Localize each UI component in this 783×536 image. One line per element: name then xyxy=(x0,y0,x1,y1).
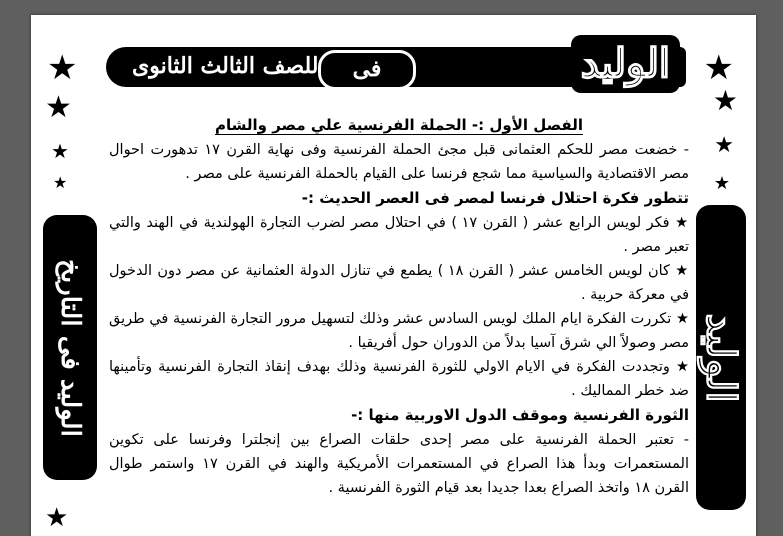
banner-brand: الوليد xyxy=(571,35,680,93)
section-title: الثورة الفرنسية وموقف الدول الاوربية منها :- xyxy=(351,406,689,424)
banner-grade: للصف الثالث الثانوى xyxy=(132,53,319,79)
star-icon: ★ xyxy=(51,139,69,163)
intro-paragraph: - خضعت مصر للحكم العثمانى قبل مجئ الحملة الفرنسية وفى نهاية القرن ١٧ تدهورت احوال مصر الاقتصادية والسياسية مما شجع فرنسا على القيام بالحملة الفرنسية على مصر . xyxy=(109,142,689,182)
star-icon: ★ xyxy=(703,48,734,88)
star-icon: ★ xyxy=(714,133,734,158)
star-icon: ★ xyxy=(45,503,69,533)
star-icon: ★ xyxy=(713,173,730,194)
chapter-title: الفصل الأول :- الحملة الفرنسية علي مصر والشام xyxy=(215,116,583,134)
side-panel-left xyxy=(43,215,97,480)
star-icon: ★ xyxy=(712,84,738,117)
banner-subject-pill: فى التاريخ xyxy=(318,50,416,90)
star-icon: ★ xyxy=(47,48,78,88)
side-panel-left-text: الوليد فى التاريخ xyxy=(55,258,85,437)
title-banner xyxy=(106,40,686,115)
list-item: ★ كان لويس الخامس عشر ( القرن ١٨ ) يطمع في تنازل الدولة العثمانية عن مصر دون الدخول في معركة حربية . xyxy=(109,263,689,303)
section-title: تتطور فكرة احتلال فرنسا لمصر فى العصر الحديث :- xyxy=(301,189,689,207)
list-item: ★ فكر لويس الرابع عشر ( القرن ١٧ ) في احتلال مصر لضرب التجارة الهولندية في الهند والتي تعبر مصر . xyxy=(109,215,689,255)
side-panel-right xyxy=(696,205,746,510)
side-panel-right-text: الوليد xyxy=(697,312,745,403)
star-icon: ★ xyxy=(53,173,68,192)
list-item: ★ تكررت الفكرة ايام الملك لويس السادس عشر وذلك لتسهيل مرور التجارة الفرنسية في طريق مصر وصولاً الي شرق آسيا بدلاً من الدوران حول أفريقيا . xyxy=(109,311,689,351)
list-item: - تعتبر الحملة الفرنسية على مصر إحدى حلقات الصراع بين إنجلترا وفرنسا على تكوين المستعمرات وبدأ هذا الصراع في المستعمرات الأمريكية والهند في القرن ١٧ واستمر طوال القرن ١٨ واتخذ الصراع بعدا جديدا بعد قيام الثورة الفرنسية . xyxy=(109,432,689,496)
list-item: ★ وتجددت الفكرة في الايام الاولي للثورة الفرنسية وذلك بهدف إنقاذ التجارة الفرنسية وتأمينها ضد خطر المماليك . xyxy=(109,359,689,399)
lesson-content xyxy=(109,113,689,500)
star-icon: ★ xyxy=(45,90,72,125)
document-page xyxy=(31,15,756,536)
